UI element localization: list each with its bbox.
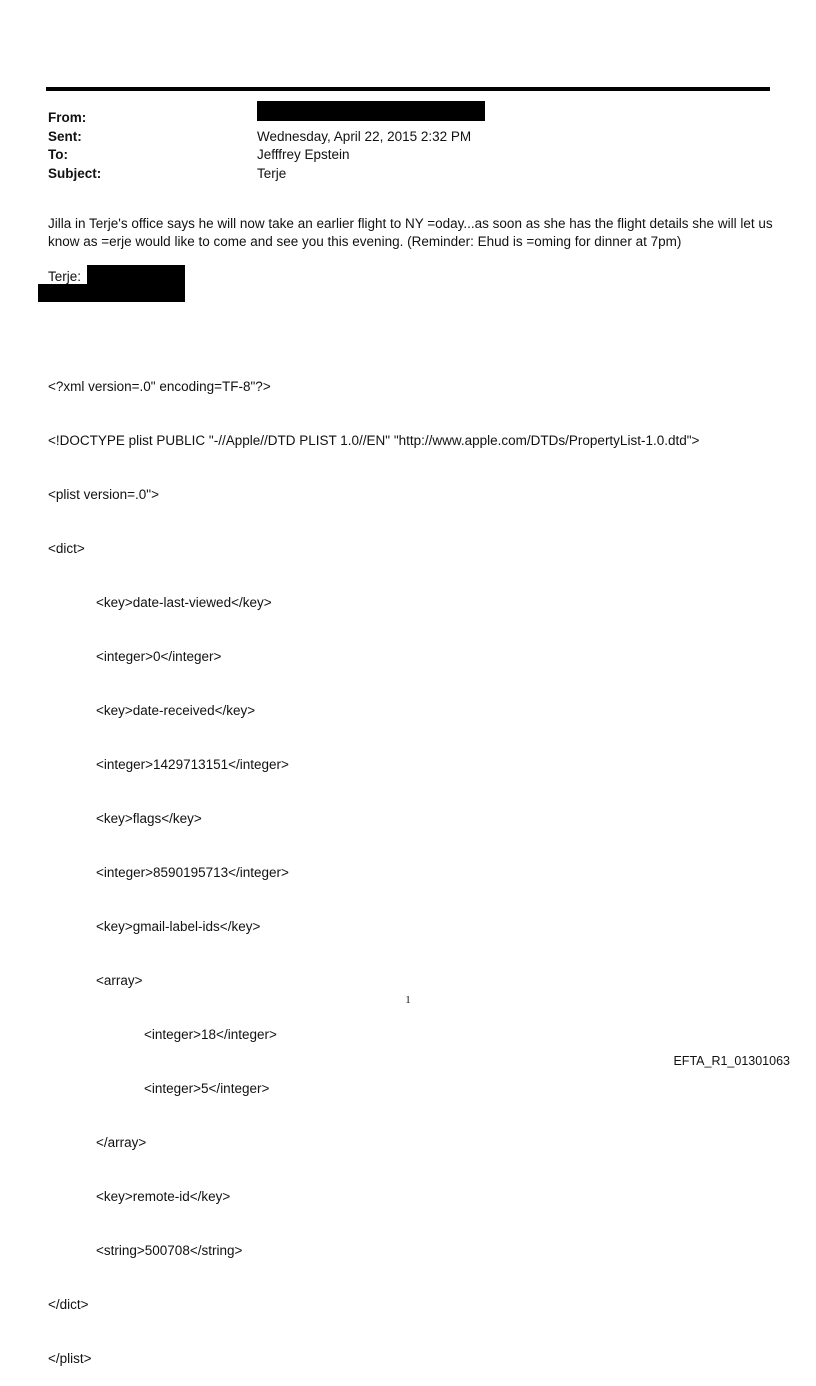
terje-label: Terje: (48, 269, 82, 284)
subject-value: Terje (257, 165, 287, 181)
code-line: </dict> (48, 1297, 89, 1312)
code-line: <dict> (48, 541, 85, 556)
code-line: <key>gmail-label-ids</key> (96, 919, 261, 934)
to-label: To: (48, 147, 68, 162)
code-line: <integer>8590195713</integer> (96, 865, 289, 880)
header-rule (46, 87, 770, 91)
code-line: <key>date-last-viewed</key> (96, 595, 272, 610)
from-label: From: (48, 110, 87, 125)
email-body-paragraph: Jilla in Terje's office says he will now take an earlier flight to NY =oday...as soon as she has the flight details she will let us know as =erje would like to come and see you this evening. (Reminder: Ehud is =oming for dinner at 7pm) (48, 216, 773, 249)
code-line: <?xml version=.0" encoding=TF-8"?> (48, 379, 271, 394)
code-line: <key>date-received</key> (96, 703, 256, 718)
code-line: <key>flags</key> (96, 811, 202, 826)
code-line: <plist version=.0"> (48, 487, 159, 502)
redaction-terje-contact-line2 (38, 284, 185, 302)
bates-number: EFTA_R1_01301063 (673, 1054, 790, 1068)
subject-label: Subject: (48, 165, 102, 181)
code-line: <integer>0</integer> (96, 649, 222, 664)
code-line: <integer>18</integer> (144, 1027, 277, 1042)
plist-xml-block (48, 342, 699, 1386)
sent-label: Sent: (48, 128, 82, 144)
code-line: <key>remote-id</key> (96, 1189, 231, 1204)
redaction-terje-contact (87, 265, 185, 284)
code-line: </plist> (48, 1351, 92, 1366)
redaction-from (257, 101, 485, 121)
to-value: Jefffrey Epstein (257, 147, 350, 162)
code-line: <integer>5</integer> (144, 1081, 270, 1096)
code-line: </array> (96, 1135, 147, 1150)
code-line: <array> (96, 973, 143, 988)
code-line: <!DOCTYPE plist PUBLIC "-//Apple//DTD PLIST 1.0//EN" "http://www.apple.com/DTDs/PropertyList-1.0.dtd"> (48, 433, 700, 448)
code-line: <integer>1429713151</integer> (96, 757, 289, 772)
code-line: <string>500708</string> (96, 1243, 243, 1258)
page-number: 1 (405, 994, 411, 1006)
sent-value: Wednesday, April 22, 2015 2:32 PM (257, 128, 472, 144)
